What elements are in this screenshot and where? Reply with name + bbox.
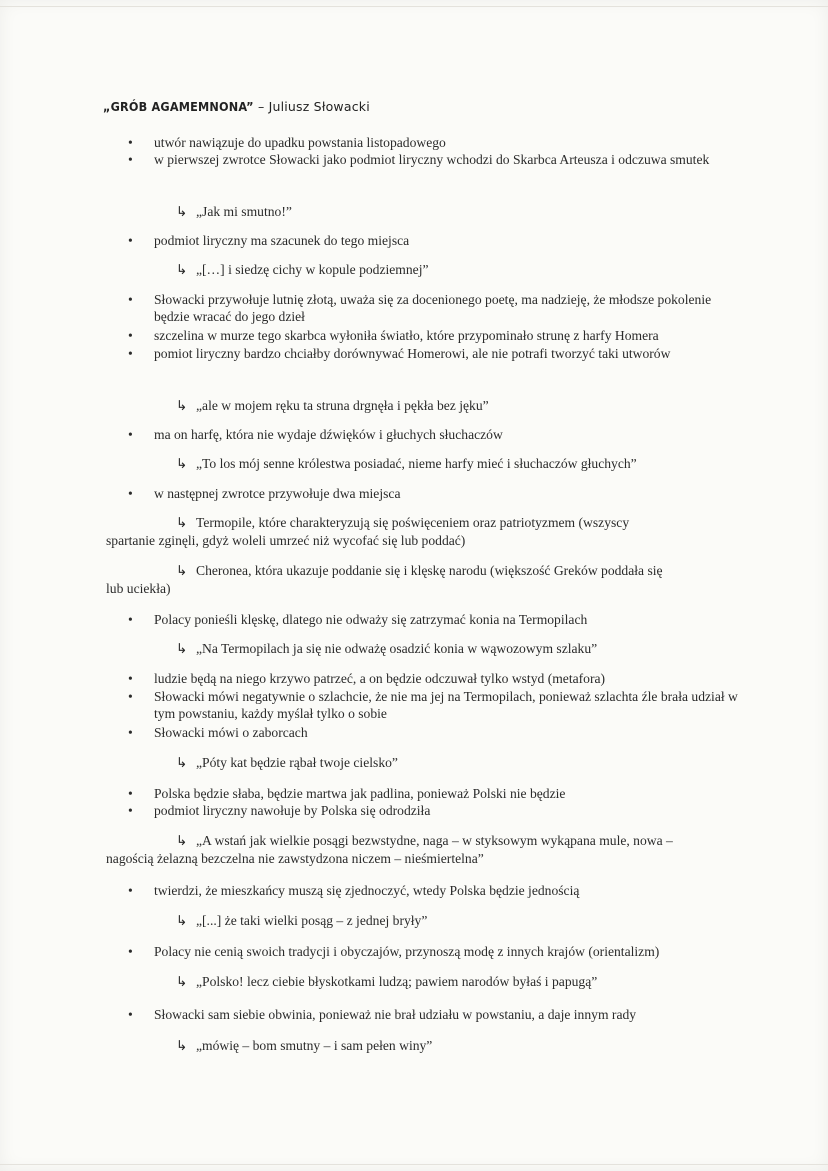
bullet-marker: • — [128, 803, 133, 818]
bullet-marker: • — [128, 292, 133, 307]
bullet-marker: • — [128, 486, 133, 501]
quote-line — [176, 640, 597, 657]
quote-text: „To los mój senne królestwa posiadać, nieme harfy mieć i słuchaczów głuchych” — [196, 456, 637, 471]
bullet-marker: • — [128, 135, 133, 150]
quote-text: „Jak mi smutno!” — [196, 204, 292, 219]
arrow-icon: ↳ — [176, 755, 188, 770]
list-item: twierdzi, że mieszkańcy muszą się zjednoczyć, wtedy Polska będzie jednością — [154, 883, 580, 898]
bullet-marker: • — [128, 612, 133, 627]
arrow-icon: ↳ — [176, 913, 188, 928]
quote-line — [176, 754, 398, 771]
sub-item-text: „A wstań jak wielkie posągi bezwstydne, naga – w styksowym wykąpana mule, nowa – — [196, 833, 673, 848]
list-item: ma on harfę, która nie wydaje dźwięków i głuchych słuchaczów — [154, 427, 503, 442]
list-item: podmiot liryczny nawołuje by Polska się odrodziła — [154, 803, 431, 818]
list-item: ludzie będą na niego krzywo patrzeć, a on będzie odczuwał tylko wstyd (metafora) — [154, 671, 606, 686]
arrow-icon: ↳ — [176, 515, 188, 530]
quote-text: „Na Termopilach ja się nie odważę osadzić konia w wąwozowym szlaku” — [196, 641, 598, 656]
bullet-marker: • — [128, 786, 133, 801]
arrow-icon: ↳ — [176, 1038, 188, 1053]
bullet-marker: • — [128, 1007, 133, 1022]
quote-line — [176, 203, 292, 220]
bullet-marker: • — [128, 152, 133, 167]
list-item: Polacy nie cenią swoich tradycji i obyczajów, przynoszą modę z innych krajów (orientalizm) — [154, 944, 660, 959]
bullet-marker: • — [128, 427, 133, 442]
quote-line — [176, 397, 489, 414]
quote-text: „mówię – bom smutny – i sam pełen winy” — [196, 1038, 433, 1053]
arrow-icon: ↳ — [176, 398, 188, 413]
list-item: szczelina w murze tego skarbca wyłoniła światło, które przypominało strunę z harfy Homera — [154, 328, 659, 343]
arrow-icon: ↳ — [176, 974, 188, 989]
list-item: w następnej zwrotce przywołuje dwa miejsca — [154, 486, 401, 501]
arrow-icon: ↳ — [176, 456, 188, 471]
list-item: utwór nawiązuje do upadku powstania listopadowego — [154, 135, 446, 150]
bullet-marker: • — [128, 689, 133, 704]
sub-item-continuation: lub uciekła) — [106, 581, 171, 596]
list-item: w pierwszej zwrotce Słowacki jako podmiot liryczny wchodzi do Skarbca Arteusza i odczuwa smutek — [154, 152, 710, 167]
list-item: Słowacki przywołuje lutnię złotą, uważa się za docenionego poetę, ma nadzieję, że młodsze pokolenie będzie wracać do jego dzieł — [154, 292, 712, 324]
quote-line — [176, 261, 429, 278]
sub-item-continuation: spartanie zginęli, gdyż woleli umrzeć niż wycofać się lub poddać) — [106, 533, 466, 548]
bullet-marker: • — [128, 883, 133, 898]
list-item: Słowacki sam siebie obwinia, ponieważ nie brał udziału w powstaniu, a daje innym rady — [154, 1007, 637, 1022]
sub-item-line — [176, 514, 629, 531]
bullet-marker: • — [128, 725, 133, 740]
title-work: „GRÓB AGAMEMNONA” — [103, 99, 254, 114]
title-dash: – — [253, 99, 269, 114]
bullet-marker: • — [128, 328, 133, 343]
arrow-icon: ↳ — [176, 204, 188, 219]
list-item: Polacy ponieśli klęskę, dlatego nie odważy się zatrzymać konia na Termopilach — [154, 612, 588, 627]
quote-line — [176, 912, 427, 929]
quote-text: „[...] że taki wielki posąg – z jednej bryły” — [196, 913, 428, 928]
bullet-marker: • — [128, 233, 133, 248]
title-author: Juliusz Słowacki — [268, 99, 370, 114]
arrow-icon: ↳ — [176, 833, 188, 848]
list-item: pomiot liryczny bardzo chciałby dorównywać Homerowi, ale nie potrafi tworzyć taki utworów — [154, 346, 671, 361]
bullet-marker: • — [128, 671, 133, 686]
bullet-marker: • — [128, 346, 133, 361]
quote-line — [176, 455, 637, 472]
arrow-icon: ↳ — [176, 563, 188, 578]
sub-item-line — [176, 562, 663, 579]
quote-text: „Póty kat będzie rąbał twoje cielsko” — [196, 755, 398, 770]
list-item: Słowacki mówi o zaborcach — [154, 725, 308, 740]
sub-item-continuation: nagością żelazną bezczelna nie zawstydzona niczem – nieśmiertelna” — [106, 851, 484, 866]
quote-text: „[…] i siedzę cichy w kopule podziemnej” — [196, 262, 429, 277]
bullet-marker: • — [128, 944, 133, 959]
quote-line — [176, 973, 597, 990]
arrow-icon: ↳ — [176, 262, 188, 277]
quote-text: „ale w mojem ręku ta struna drgnęła i pękła bez jęku” — [196, 398, 489, 413]
arrow-icon: ↳ — [176, 641, 188, 656]
list-item: Polska będzie słaba, będzie martwa jak padlina, ponieważ Polski nie będzie — [154, 786, 566, 801]
sub-item-text: Termopile, które charakteryzują się poświęceniem oraz patriotyzmem (wszyscy — [196, 515, 630, 530]
list-item: Słowacki mówi negatywnie o szlachcie, że nie ma jej na Termopilach, ponieważ szlachta źle brała udział w tym powstaniu, każdy myślał tylko o sobie — [154, 689, 738, 721]
list-item: podmiot liryczny ma szacunek do tego miejsca — [154, 233, 410, 248]
quote-line — [176, 1037, 432, 1054]
sub-item-text: Cheronea, która ukazuje poddanie się i klęskę narodu (większość Greków poddała się — [196, 563, 663, 578]
quote-text: „Polsko! lecz ciebie błyskotkami ludzą; pawiem narodów byłaś i papugą” — [196, 974, 598, 989]
sub-item-line — [176, 832, 673, 849]
